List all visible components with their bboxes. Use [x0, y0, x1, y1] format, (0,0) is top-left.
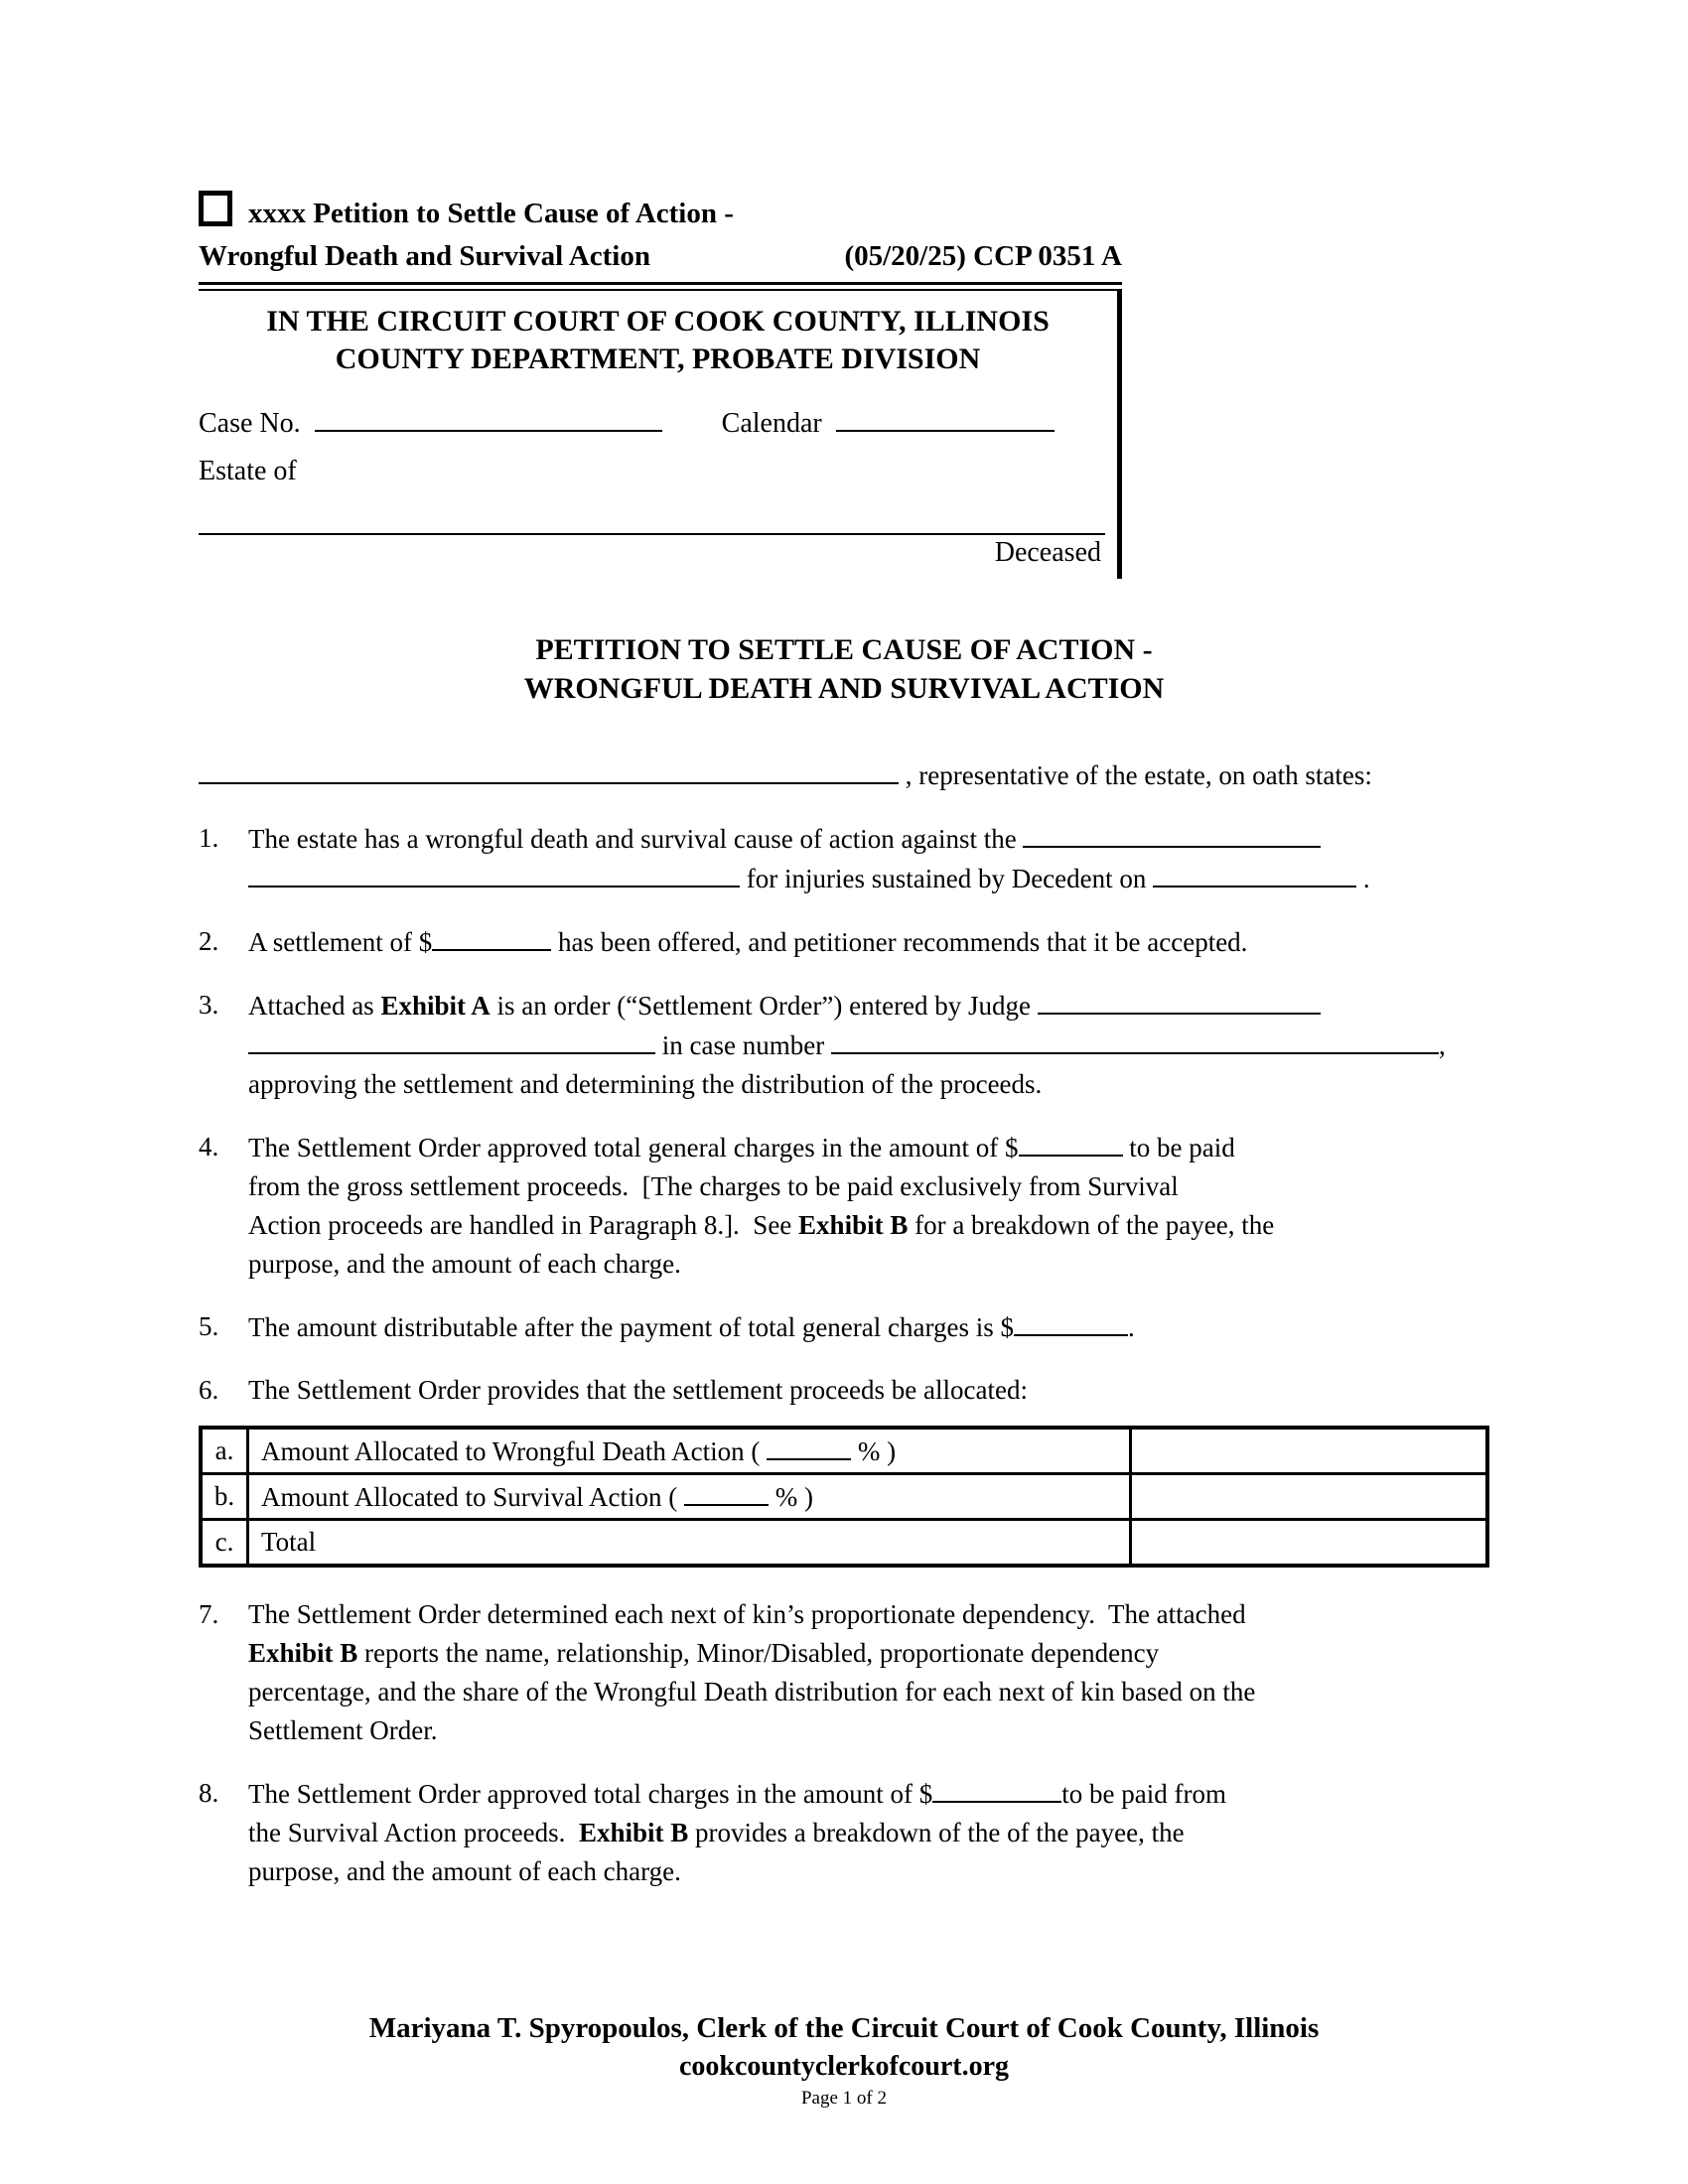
oath-line	[199, 755, 1489, 795]
petition-item-1	[199, 819, 1489, 898]
item-number: 3.	[199, 990, 219, 1020]
clerk-name-line: Mariyana T. Spyropoulos, Clerk of the Circuit Court of Cook County, Illinois	[368, 2012, 1320, 2044]
amount-cell[interactable]	[1131, 1474, 1488, 1520]
blank-field[interactable]	[1038, 986, 1321, 1015]
amount-cell[interactable]	[1131, 1428, 1488, 1474]
text-run: % )	[768, 1481, 813, 1512]
text-line	[248, 1814, 1489, 1852]
calendar-label: Calendar	[721, 408, 822, 439]
row-description	[248, 1474, 1131, 1520]
text-line	[261, 1523, 1129, 1562]
text-line	[248, 1206, 1489, 1245]
item-number: 6.	[199, 1375, 219, 1405]
item-text	[248, 1595, 1489, 1750]
text-run: .	[1128, 1312, 1135, 1342]
estate-of-label: Estate of	[199, 456, 297, 486]
text-run: provides a breakdown of the of the payee, the	[688, 1818, 1185, 1847]
text-run: approving the settlement and determining the distribution of the proceeds.	[248, 1069, 1043, 1099]
bold-text: Exhibit B	[248, 1638, 358, 1668]
court-caption	[199, 291, 1122, 579]
text-line	[248, 922, 1489, 962]
petition-item-4	[199, 1128, 1489, 1284]
row-letter: c.	[201, 1520, 248, 1567]
text-run: from the gross settlement proceeds. [The charges to be paid exclusively from Survival	[248, 1171, 1179, 1201]
form-id-line2	[199, 235, 1122, 278]
blank-field[interactable]	[248, 1025, 655, 1054]
blank-field[interactable]	[831, 1025, 1439, 1054]
text-line	[261, 1432, 1129, 1471]
case-no-label: Case No.	[199, 408, 301, 439]
blank-field[interactable]	[684, 1477, 769, 1506]
form-id-block	[199, 191, 1489, 278]
text-run: The Settlement Order approved total charges in the amount of $	[248, 1779, 933, 1809]
text-run: to be paid	[1122, 1133, 1235, 1162]
allocation-table	[199, 1426, 1489, 1568]
table-row	[201, 1428, 1487, 1474]
text-run: Total	[261, 1527, 317, 1557]
table-row	[201, 1474, 1487, 1520]
text-run: Action proceeds are handled in Paragraph 8.]. See	[248, 1210, 799, 1240]
text-line	[248, 1634, 1489, 1673]
text-run: for a breakdown of the payee, the	[908, 1210, 1275, 1240]
text-line	[261, 1477, 1129, 1517]
text-run: The estate has a wrongful death and survival cause of action against the	[248, 824, 1024, 854]
petition-item-8	[199, 1774, 1489, 1891]
bold-text: Exhibit B	[798, 1210, 909, 1240]
case-calendar-row	[199, 402, 1117, 440]
text-line	[248, 1371, 1489, 1410]
decedent-name-field[interactable]	[199, 533, 1105, 535]
text-run: purpose, and the amount of each charge.	[248, 1249, 681, 1279]
text-line	[248, 1711, 1489, 1750]
blank-field[interactable]	[432, 922, 551, 951]
document-title-line2: WRONGFUL DEATH AND SURVIVAL ACTION	[523, 672, 1165, 705]
text-run: The Settlement Order determined each next of kin’s proportionate dependency. The attached	[248, 1599, 1246, 1629]
text-run: Amount Allocated to Wrongful Death Action (	[261, 1435, 768, 1466]
petition-item-2	[199, 922, 1489, 962]
text-run: The Settlement Order approved total general charges in the amount of $	[248, 1133, 1019, 1162]
item-number: 4.	[199, 1132, 219, 1161]
text-line	[248, 1065, 1489, 1104]
blank-field[interactable]	[1014, 1307, 1128, 1336]
text-run: for injuries sustained by Decedent on	[740, 864, 1154, 893]
row-description	[248, 1428, 1131, 1474]
document-title	[199, 630, 1489, 708]
table-row	[201, 1520, 1487, 1567]
item-number: 2.	[199, 926, 219, 956]
text-line	[248, 1025, 1489, 1065]
item-text	[248, 986, 1489, 1104]
text-line	[248, 1595, 1489, 1634]
amount-cell[interactable]	[1131, 1520, 1488, 1567]
text-run: the Survival Action proceeds.	[248, 1818, 579, 1847]
item-number: 1.	[199, 823, 219, 853]
text-run: ,	[1438, 1030, 1446, 1060]
petition-item-3	[199, 986, 1489, 1104]
text-run: to be paid from	[1061, 1779, 1227, 1809]
text-run: Settlement Order.	[248, 1715, 438, 1745]
item-number: 5.	[199, 1311, 219, 1341]
text-run: reports the name, relationship, Minor/Disabled, proportionate dependency	[357, 1638, 1160, 1668]
item-number: 7.	[199, 1599, 219, 1629]
item-text	[248, 819, 1489, 898]
text-run: is an order (“Settlement Order”) entered by Judge	[490, 991, 1038, 1021]
blank-field[interactable]	[932, 1774, 1061, 1803]
text-run: has been offered, and petitioner recommends that it be accepted.	[551, 927, 1248, 957]
text-line	[248, 1307, 1489, 1347]
text-run: % )	[851, 1435, 897, 1466]
court-name-line1: IN THE CIRCUIT COURT OF COOK COUNTY, ILLINOIS	[266, 305, 1050, 338]
row-letter: a.	[201, 1428, 248, 1474]
text-run: Amount Allocated to Survival Action (	[261, 1481, 684, 1512]
bold-text: Exhibit B	[578, 1818, 689, 1847]
page-number: Page 1 of 2	[800, 2088, 887, 2109]
item-number: 8.	[199, 1778, 219, 1808]
item-text	[248, 1307, 1489, 1347]
text-line	[248, 819, 1489, 859]
blank-field[interactable]	[248, 859, 740, 887]
text-line	[248, 1245, 1489, 1284]
petition-item-6	[199, 1371, 1489, 1410]
blank-field[interactable]	[1019, 1128, 1123, 1157]
text-run: purpose, and the amount of each charge.	[248, 1856, 681, 1886]
text-run: A settlement of $	[248, 927, 433, 957]
form-revision-code: (05/20/25) CCP 0351 A	[844, 240, 1122, 272]
bold-text: Exhibit A	[380, 991, 491, 1021]
text-line	[248, 1167, 1489, 1206]
blank-field[interactable]	[1153, 859, 1356, 887]
item-text	[248, 1371, 1489, 1410]
petition-item-7	[199, 1595, 1489, 1750]
petition-item-5	[199, 1307, 1489, 1347]
form-checkbox[interactable]	[199, 191, 232, 226]
page-footer	[199, 2008, 1489, 2112]
text-line	[248, 1128, 1489, 1167]
form-id-line1	[199, 191, 1489, 235]
blank-field[interactable]	[767, 1432, 851, 1460]
text-line	[248, 1852, 1489, 1891]
court-name-line2: COUNTY DEPARTMENT, PROBATE DIVISION	[335, 342, 981, 375]
case-no-field[interactable]	[315, 402, 662, 432]
text-line	[248, 1774, 1489, 1814]
text-run: percentage, and the share of the Wrongful Death distribution for each next of kin based on the	[248, 1677, 1256, 1706]
blank-field[interactable]	[199, 755, 899, 784]
text-run: , representative of the estate, on oath states:	[899, 760, 1372, 790]
header-double-rule	[199, 282, 1122, 291]
item-text	[248, 1774, 1489, 1891]
document-title-line1: PETITION TO SETTLE CAUSE OF ACTION -	[535, 633, 1153, 666]
text-line	[248, 1673, 1489, 1711]
text-line	[248, 986, 1489, 1025]
row-letter: b.	[201, 1474, 248, 1520]
text-line	[199, 755, 1489, 795]
item-text	[248, 1128, 1489, 1284]
form-check-label: xxxx Petition to Settle Cause of Action -	[248, 198, 734, 229]
deceased-label: Deceased	[994, 537, 1101, 568]
row-description	[248, 1520, 1131, 1567]
text-run: in case number	[655, 1030, 831, 1060]
text-run: .	[1356, 864, 1370, 893]
item-text	[248, 922, 1489, 962]
text-run: Attached as	[248, 991, 381, 1021]
calendar-field[interactable]	[836, 402, 1055, 432]
text-run: The amount distributable after the payment of total general charges is $	[248, 1312, 1014, 1342]
blank-field[interactable]	[1023, 819, 1321, 848]
text-line	[248, 859, 1489, 898]
clerk-website: cookcountyclerkofcourt.org	[678, 2051, 1010, 2082]
text-run: The Settlement Order provides that the settlement proceeds be allocated:	[248, 1375, 1028, 1405]
form-name: Wrongful Death and Survival Action	[199, 240, 650, 272]
